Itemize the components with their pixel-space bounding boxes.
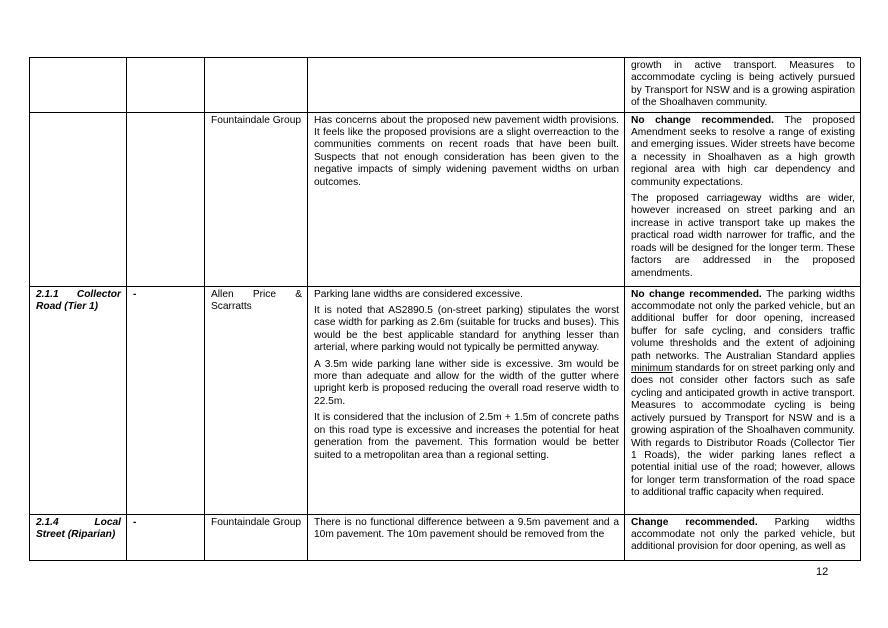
ref-cell xyxy=(127,112,205,286)
section-name-cont: Road (Tier 1) xyxy=(36,301,99,313)
response-lead: Change recommended. xyxy=(631,516,758,528)
submission-text: It is noted that AS2890.5 (on-street parking) stipulates the worst case width for parking as 2.6m (suitable for trucks and buses). This would be the best applicable standard for anything lesser than arterial, where parking would not typically be permitted anyway. xyxy=(314,305,619,354)
response-body: standards for on street parking only and does not consider other factors such as safe cycling and anticipated growth in active transport. Measures to accommodate cycling is being actively pursued by Transport for NSW and is a growing aspiration of the Shoalhaven community. With regards to Distributor Roads (Collector Tier 1 Roads), the wider parking lanes reflect a potential initial use of the road; however, allows for longer term transformation of the road space to additional traffic capacity when required. xyxy=(631,363,855,499)
response-body: The proposed Amendment seeks to resolve a range of existing and emerging issues. Wider streets have become a necessity in Shoalhaven as a high growth regional area with high car dependency and community expectations. xyxy=(631,114,855,188)
response-text: The proposed carriageway widths are wider, however increased on street parking and an increase in active transport take up makes the practical road width narrower for traffic, and the roads will be designed for the longer term. These factors are addressed in the proposed amendments. xyxy=(631,193,855,279)
submission-text: It is considered that the inclusion of 2.5m + 1.5m of concrete paths on this road type is excessive and increases the potential for heat generation from the pavement. This formation would be better suited to a metropolitan area than a regional setting. xyxy=(314,412,619,461)
page-number: 12 xyxy=(816,566,829,578)
submitter-word: Allen xyxy=(211,288,234,300)
section-name: Local xyxy=(94,516,121,528)
section-cell xyxy=(30,514,127,560)
submitter-cell xyxy=(205,286,308,514)
submitter-cell xyxy=(205,58,308,113)
response-underlined: minimum xyxy=(631,363,673,375)
table-row xyxy=(30,112,861,286)
response-cell xyxy=(625,112,861,286)
submission-cell xyxy=(308,112,625,286)
section-cell xyxy=(30,58,127,113)
table-row xyxy=(30,58,861,113)
submitter-name-cont: Scarratts xyxy=(211,301,252,313)
response-text xyxy=(631,517,855,554)
ref-cell xyxy=(127,514,205,560)
submitter-word: & xyxy=(295,288,302,300)
table-row xyxy=(30,286,861,514)
ref-cell xyxy=(127,286,205,514)
submissions-table xyxy=(29,57,861,561)
submitter-name: Fountaindale Group xyxy=(211,114,302,126)
response-text: growth in active transport. Measures to accommodate cycling is being actively pursued by Transport for NSW and is a growing aspiration of the Shoalhaven community. xyxy=(631,60,855,109)
ref-dash: - xyxy=(133,516,137,528)
table-row xyxy=(30,514,861,560)
section-cell xyxy=(30,286,127,514)
section-cell xyxy=(30,112,127,286)
response-body: Parking widths accommodate not only the parked vehicle, but additional provision for door opening, as well as xyxy=(631,516,856,553)
submission-text: Parking lane widths are considered excessive. xyxy=(314,288,523,300)
submission-cell xyxy=(308,58,625,113)
response-cell xyxy=(625,286,861,514)
submitter-name: Fountaindale Group xyxy=(211,516,302,528)
submission-cell xyxy=(308,514,625,560)
section-name: Collector xyxy=(76,288,121,300)
submitter-cell xyxy=(205,112,308,286)
submitter-word: Price xyxy=(252,288,277,300)
submitter-cell xyxy=(205,514,308,560)
response-body: The parking widths accommodate not only the parked vehicle, but an additional buffer for door opening, increased buffer for safe cycling, and considers traffic volume thresholds and the extent of adjoining path networks. The Australian Standard applies xyxy=(631,288,855,362)
section-number: 2.1.4 xyxy=(36,516,59,528)
submission-text: Has concerns about the proposed new pavement width provisions. It feels like the proposed provisions are a slight overreaction to the communities comments on recent roads that have been built. Suspects that not enough consideration has been given to the negative impacts of simply widening pavement widths on urban outcomes. xyxy=(314,114,619,188)
response-cell xyxy=(625,58,861,113)
response-text xyxy=(631,115,855,189)
response-cell xyxy=(625,514,861,560)
section-number: 2.1.1 xyxy=(36,288,59,300)
response-text xyxy=(631,289,855,500)
submission-text: There is no functional difference between a 9.5m pavement and a 10m pavement. The 10m pavement should be removed from the xyxy=(314,516,619,541)
submission-cell xyxy=(308,286,625,514)
ref-dash: - xyxy=(133,288,137,300)
submission-text: A 3.5m wide parking lane wither side is excessive. 3m would be more than adequate and allow for the width of the gutter where upright kerb is proposed reducing the overall road reserve width to 22.5m. xyxy=(314,358,619,407)
response-lead: No change recommended. xyxy=(631,114,774,126)
response-lead: No change recommended. xyxy=(631,288,762,300)
ref-cell xyxy=(127,58,205,113)
section-name-cont: Street (Riparian) xyxy=(36,529,116,541)
